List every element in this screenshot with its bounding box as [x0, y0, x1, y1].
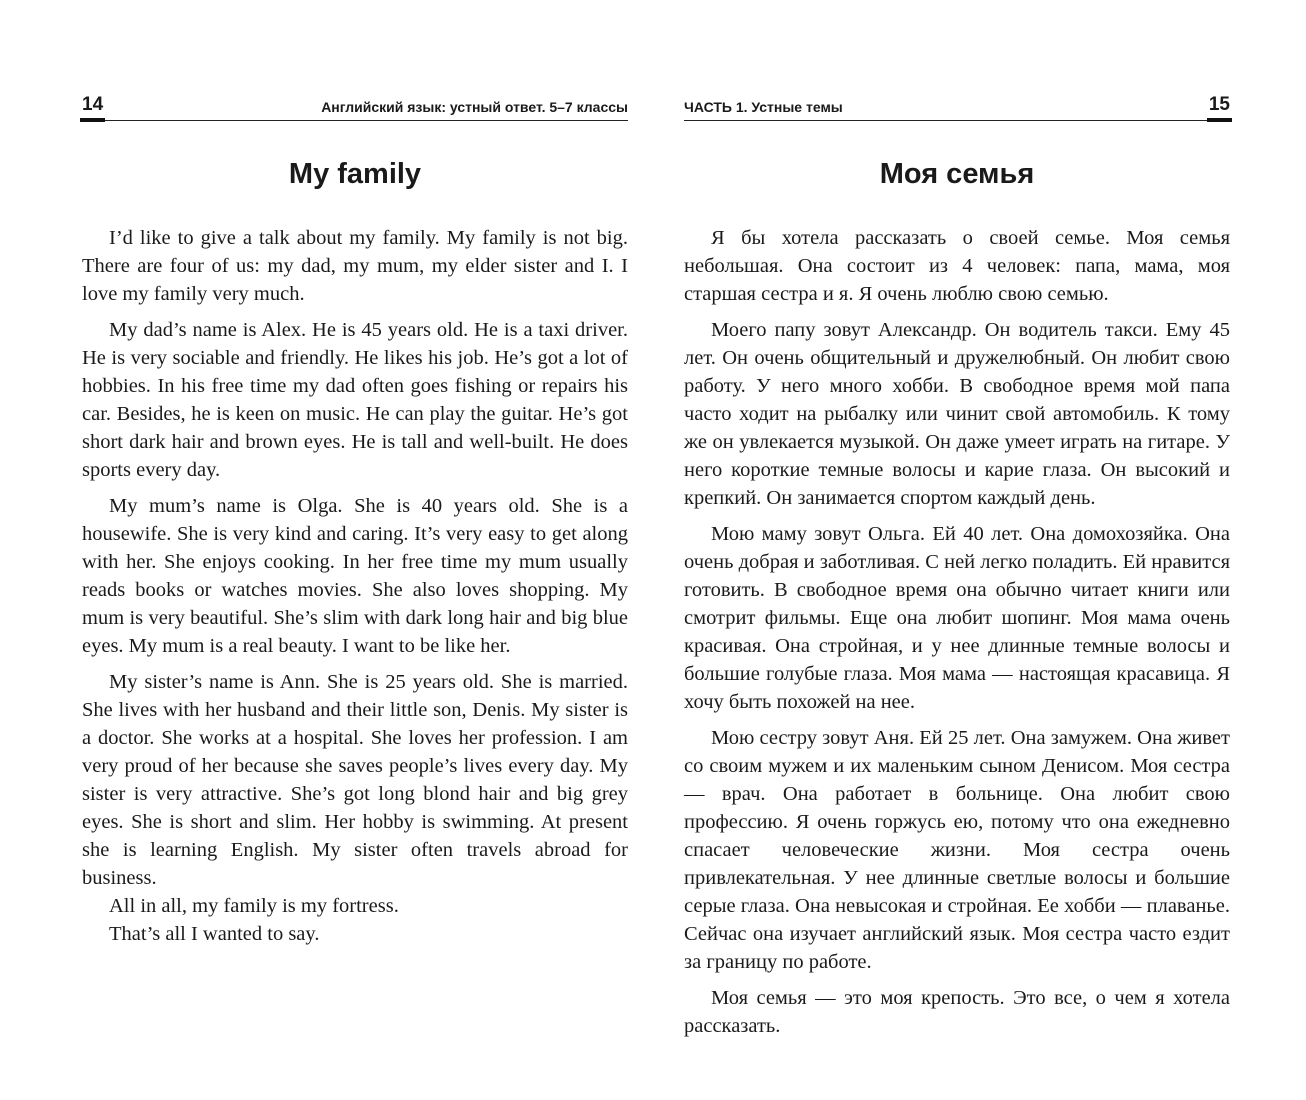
paragraph: My dad’s name is Alex. He is 45 years old. He is a taxi driver. He is very sociable and friendly. He likes his job. He’s got a lot of hobbies. In his free time my dad often goes fishing or repairs his car. Besides, he is keen on music. He can play the guitar. He’s got short dark hair and brown eyes. He is tall and well-built. He does sports every day. [82, 319, 628, 481]
paragraph: My sister’s name is Ann. She is 25 years old. She is married. She lives with her husband and their little son, Denis. My sister is a doctor. She works at a hospital. She loves her profession. I am very proud of her because she saves people’s lives every day. My sister is very attractive. She’s got long blond hair and big grey eyes. She is short and slim. Her hobby is swimming. At present she is learning English. My sister often travels abroad for business. [82, 671, 628, 889]
paragraph: All in all, my family is my fortress. [109, 895, 399, 917]
running-head-left [82, 94, 628, 121]
paragraph: Моего папу зовут Александр. Он водитель такси. Ему 45 лет. Он очень общительный и дружелюбный. Он любит свою работу. У него много хобби. В свободное время мой папа часто ходит на рыбалку или чинит свой автомобиль. К тому же он увлекается музыкой. Он даже умеет играть на гитаре. У него короткие темные волосы и карие глаза. Он высокий и крепкий. Он занимается спортом каждый день. [684, 319, 1230, 509]
english-text [82, 224, 628, 948]
paragraph: Мою сестру зовут Аня. Ей 25 лет. Она замужем. Она живет со своим мужем и их маленьким сыном Денисом. Моя сестра — врач. Она работает в больнице. Она любит свою профессию. Я очень горжусь ею, потому что она ежедневно спасает человеческие жизни. Моя сестра очень привлекательная. У нее длинные светлые волосы и большие серые глаза. Она невысокая и стройная. Ее хобби — плаванье. Сейчас она изучает английский язык. Моя сестра часто ездит за границу по работе. [684, 727, 1230, 973]
running-title-left: Английский язык: устный ответ. 5–7 классы [321, 99, 628, 115]
page-title-english: My family [288, 158, 422, 190]
paragraph: That’s all I wanted to say. [109, 923, 320, 945]
page-title-russian: Моя семья [879, 158, 1035, 190]
page-number-left: 14 [82, 94, 104, 115]
left-page [82, 0, 628, 1100]
right-page [684, 0, 1230, 1100]
paragraph: Моя семья — это моя крепость. Это все, о чем я хотела рассказать. [684, 987, 1230, 1037]
paragraph: My mum’s name is Olga. She is 40 years old. She is a housewife. She is very kind and caring. It’s very easy to get along with her. She enjoys cooking. In her free time my mum usually reads books or watches movies. She also loves shopping. My mum is very beautiful. She’s slim with dark long hair and big blue eyes. My mum is a real beauty. I want to be like her. [82, 495, 628, 657]
paragraph: Я бы хотела рассказать о своей семье. Моя семья небольшая. Она состоит из 4 человек: папа, мама, моя старшая сестра и я. Я очень люблю свою семью. [684, 227, 1230, 305]
russian-text [684, 224, 1230, 1040]
paragraph: Мою маму зовут Ольга. Ей 40 лет. Она домохозяйка. Она очень добрая и заботливая. С ней легко поладить. Ей нравится готовить. В свободное время она обычно читает книги или смотрит фильмы. Еще она любит шопинг. Моя мама очень красивая. Она стройная, и у нее длинные темные волосы и большие голубые глаза. Моя мама — настоящая красавица. Я хочу быть похожей на нее. [684, 523, 1230, 713]
page-number-right: 15 [1208, 94, 1230, 115]
running-title-right: ЧАСТЬ 1. Устные темы [684, 99, 843, 115]
running-head-right [684, 94, 1230, 121]
paragraph: I’d like to give a talk about my family. My family is not big. There are four of us: my dad, my mum, my elder sister and I. I love my family very much. [82, 227, 628, 305]
